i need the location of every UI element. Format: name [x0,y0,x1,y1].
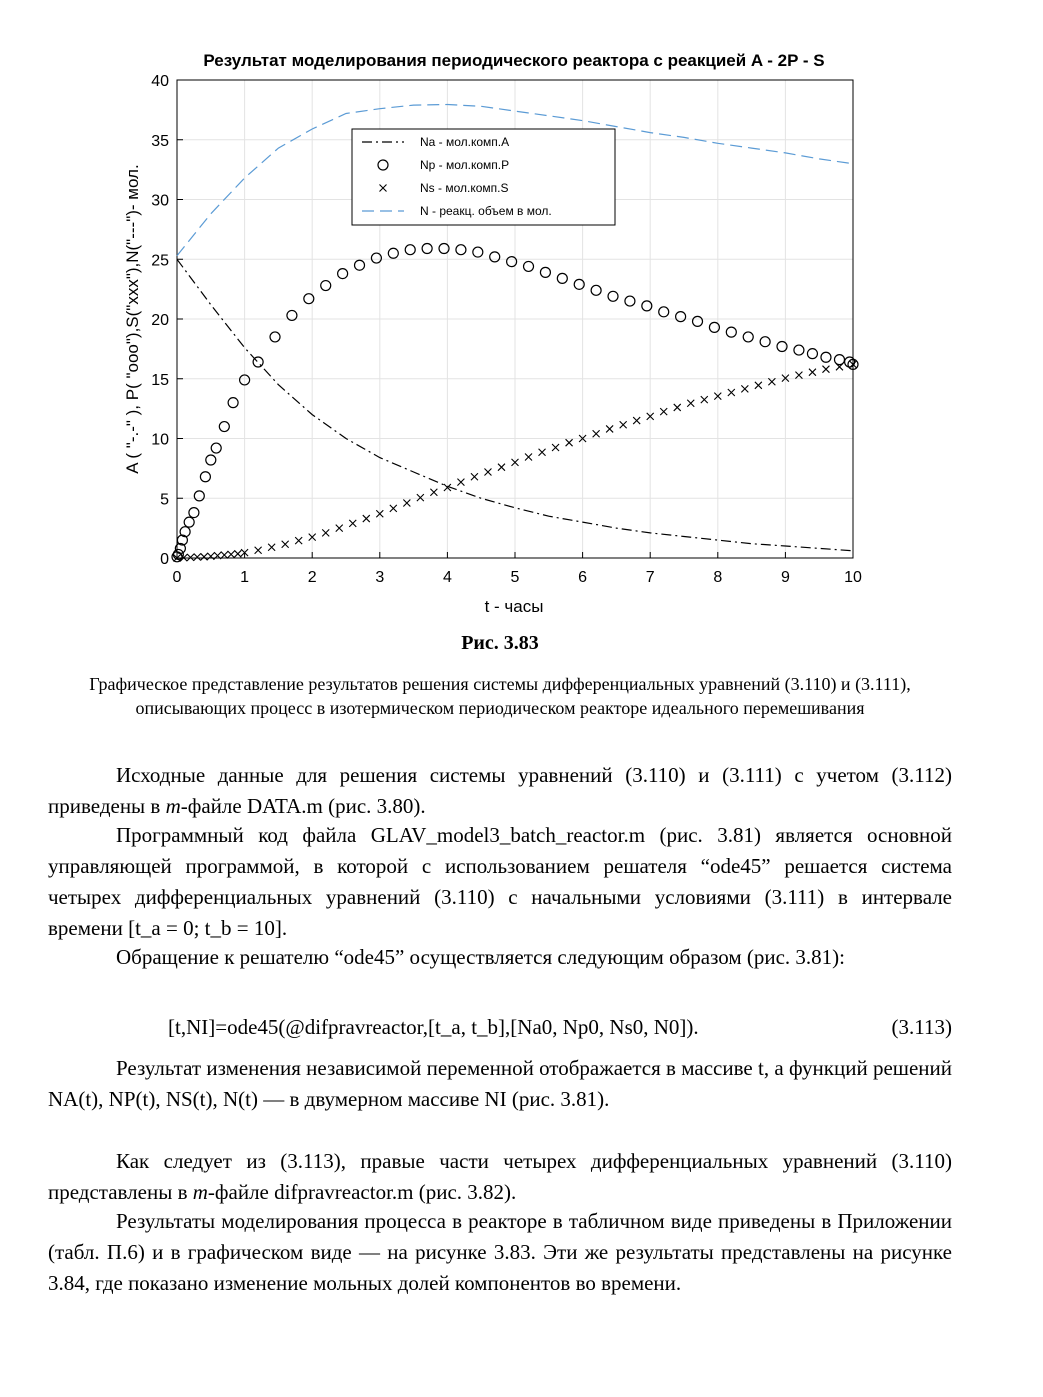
paragraph-1-m: m [165,794,181,818]
data-point-circle [473,247,483,257]
data-point-circle [490,252,500,262]
data-point-circle [253,357,263,367]
legend-entry-label: Np - мол.комп.P [420,158,510,172]
data-point-circle [794,345,804,355]
y-tick-label: 25 [151,252,169,270]
legend-entry-label: Na - мол.комп.A [420,135,510,149]
data-point-x [187,554,194,561]
data-point-x [363,515,370,522]
data-point-x [741,385,748,392]
formula-number: (3.113) [891,1015,952,1039]
data-point-circle [200,472,210,482]
data-point-circle [760,337,770,347]
formula-text: [t,NI]=ode45(@difpravreactor,[t_a, t_b],[Na0, Np0, Ns0, N0]). [168,1015,699,1039]
x-axis [173,552,862,586]
data-point-circle [194,491,204,501]
data-point-x [620,421,627,428]
data-point-x [228,551,235,558]
data-point-x [566,439,573,446]
data-point-x [728,389,735,396]
data-point-x [701,396,708,403]
x-tick-label: 1 [240,569,250,586]
y-axis-label: A ( "-.-" ), P( "ooo"),S("xxx"),N("---")- мол. [123,164,142,474]
data-point-x [268,544,275,551]
y-tick-label: 15 [151,371,169,389]
x-tick-label: 0 [172,569,182,586]
data-point-x [674,404,681,411]
data-point-circle [228,398,238,408]
x-axis-label: t - часы [484,597,544,616]
data-point-circle [821,352,831,362]
y-tick-label: 30 [151,192,169,210]
data-point-circle [726,327,736,337]
y-axis [151,73,183,568]
data-point-x [809,369,816,376]
data-point-x [255,547,262,554]
data-point-x [822,366,829,373]
data-point-circle [388,248,398,258]
data-point-circle [270,332,280,342]
data-point-x [390,505,397,512]
legend-entry-label: Ns - мол.комп.S [420,181,509,195]
data-point-x [633,417,640,424]
x-tick-label: 3 [375,569,385,586]
paragraph-5-a: Как следует из (3.113), правые части четырех дифференциальных уравнений (3.110) представлены в [48,1149,952,1204]
y-tick-label: 20 [151,312,169,329]
data-point-x [552,444,559,451]
data-point-x [336,525,343,532]
paragraph-5-b: -файле difpravreactor.m (рис. 3.82). [207,1180,517,1204]
data-point-x [282,541,289,548]
paragraph-1-a: Исходные данные для решения системы уравнений (3.110) и (3.111) с учетом (3.112) приведены в [48,763,952,818]
data-point-x [403,500,410,507]
paragraph-3: Обращение к решателю “ode45” осуществляется следующим образом (рис. 3.81): [116,945,846,969]
data-point-x [221,552,228,559]
data-point-x [539,449,546,456]
figure-number: Рис. 3.83 [461,632,539,654]
data-point-circle [405,245,415,255]
data-point-circle [557,273,567,283]
y-tick-label: 10 [151,431,169,449]
data-point-x [471,473,478,480]
y-tick-label: 40 [151,73,169,90]
data-point-x [234,550,241,557]
paragraph-5-m: m [192,1180,208,1204]
data-point-circle [591,285,601,295]
legend [352,129,615,225]
data-point-x [430,489,437,496]
data-point-x [194,554,201,561]
paragraph-6: Результаты моделирования процесса в реакторе в табличном виде приведены в Приложении (табл. П.6) и в графическом виде — на рисунке 3.83. Эти же результаты представлены на рисунке 3.84, где показано изменение мольных долей компонентов во времени. [48,1209,952,1295]
data-point-x [322,529,329,536]
data-point-circle [807,349,817,359]
data-point-x [687,400,694,407]
data-point-x [457,479,464,486]
x-tick-label: 6 [578,569,588,586]
data-point-x [201,553,208,560]
data-point-circle [834,355,844,365]
data-point-circle [219,422,229,432]
paragraph-1-b: -файле DATA.m (рис. 3.80). [180,794,426,818]
data-point-circle [693,316,703,326]
data-point-circle [743,332,753,342]
data-point-circle [338,269,348,279]
x-tick-label: 9 [780,569,790,586]
data-point-x [525,454,532,461]
data-point-circle [206,455,216,465]
data-point-circle [540,267,550,277]
data-point-x [768,378,775,385]
y-tick-label: 0 [160,551,169,568]
data-point-circle [608,291,618,301]
x-tick-label: 10 [844,569,862,586]
figure-caption: Графическое представление результатов решения системы дифференциальных уравнений (3.110) и (3.111), описывающих процесс в изотермическом периодическом реакторе идеального перемешивания [89,674,911,718]
data-point-x [295,537,302,544]
data-point-x [795,372,802,379]
x-tick-label: 2 [307,569,317,586]
data-point-x [349,520,356,527]
data-point-circle [422,243,432,253]
data-point-x [484,468,491,475]
data-point-x [417,494,424,501]
data-point-x [207,553,214,560]
paragraph-5 [48,1146,952,1208]
paragraph-4: Результат изменения независимой переменной отображается в массиве t, а функций решений NA(t), NP(t), NS(t), N(t) — в двумерном массиве NI (рис. 3.81). [48,1056,952,1111]
data-point-x [498,464,505,471]
data-point-circle [524,261,534,271]
x-tick-label: 7 [645,569,655,586]
data-point-circle [321,281,331,291]
data-point-circle [456,245,466,255]
chart [0,0,1043,630]
data-point-circle [625,296,635,306]
data-point-circle [355,260,365,270]
data-point-circle [676,312,686,322]
x-tick-label: 5 [510,569,520,586]
y-tick-label: 5 [160,491,169,509]
paragraph-2: Программный код файла GLAV_model3_batch_reactor.m (рис. 3.81) является основной управляющей программой, в которой с использованием решателя “ode45” решается система четырех дифференциальных уравнений (3.110) с начальными условиями (3.111) в интервале времени [t_a = 0; t_b = 10]. [48,823,952,940]
data-point-x [606,425,613,432]
legend-entry-label: N - реакц. объем в мол. [420,204,552,218]
paragraph-1 [48,760,952,822]
chart-title: Результат моделирования периодического реактора с реакцией A - 2P - S [203,51,825,70]
data-point-x [755,382,762,389]
data-point-x [660,408,667,415]
data-point-x [593,430,600,437]
x-tick-label: 8 [713,569,723,586]
data-point-circle [211,443,221,453]
data-point-circle [659,307,669,317]
y-tick-label: 35 [151,132,169,150]
data-point-circle [189,508,199,518]
x-tick-label: 4 [442,569,452,586]
data-point-circle [184,517,194,527]
